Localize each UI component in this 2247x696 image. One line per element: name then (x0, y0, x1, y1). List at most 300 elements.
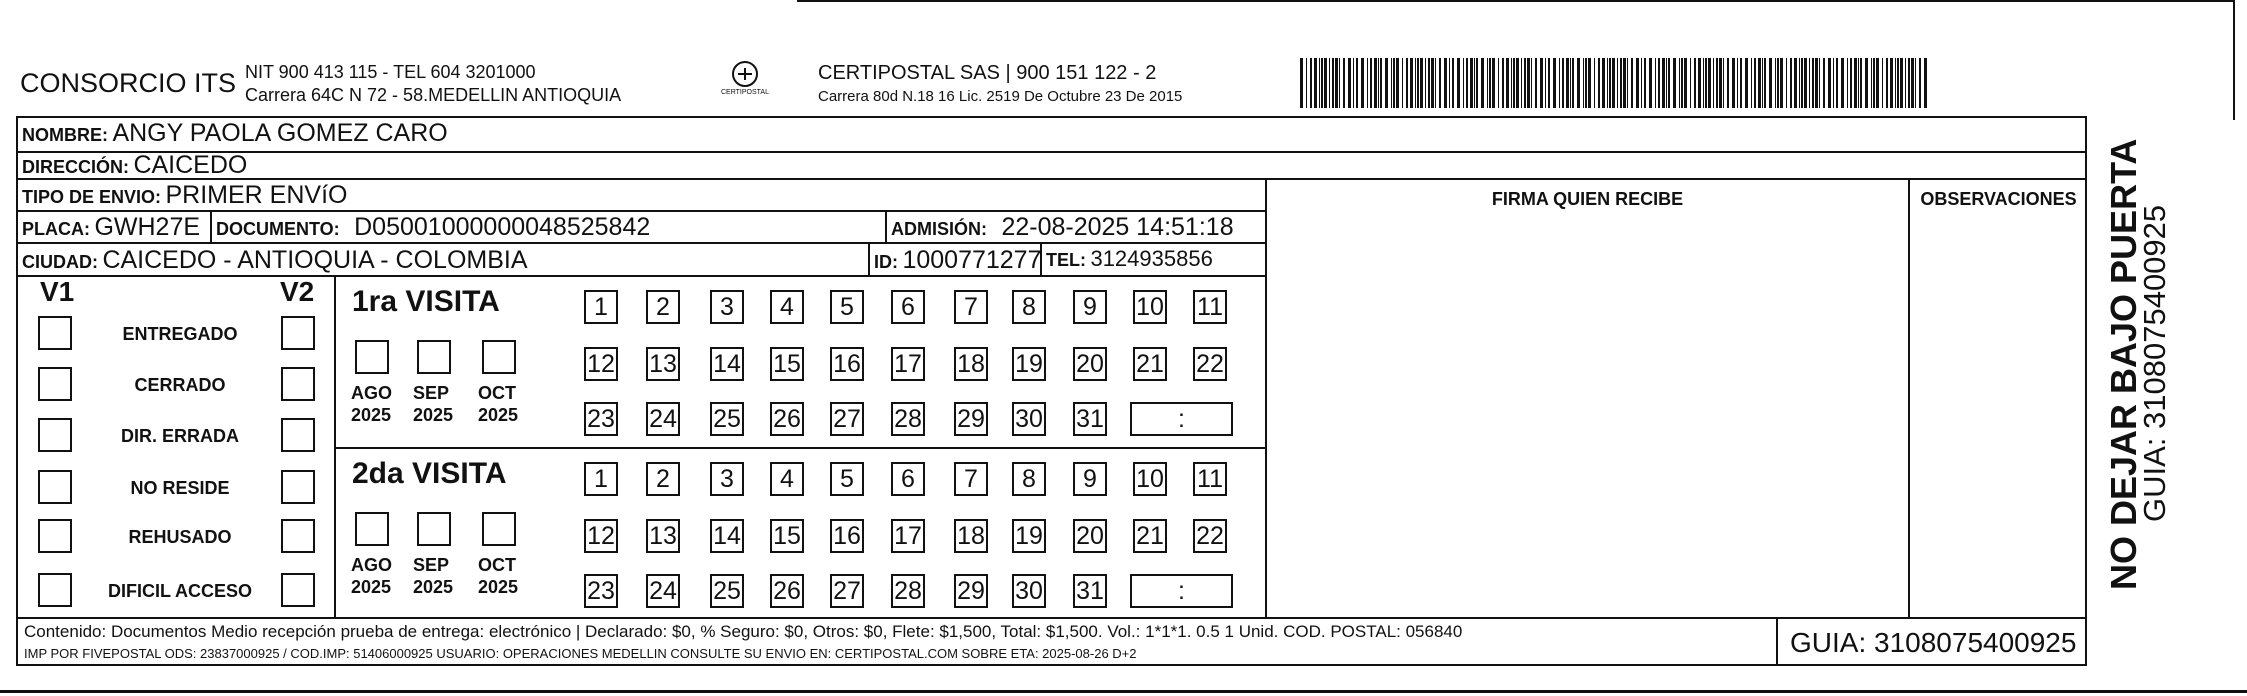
status-option-label: REHUSADO (128, 527, 232, 547)
barcode-bar (1847, 58, 1848, 108)
nombre-value: ANGY PAOLA GOMEZ CARO (112, 119, 448, 147)
barcode-bar (1391, 58, 1392, 108)
day-box[interactable]: 29 (954, 402, 988, 436)
barcode-bar (1690, 58, 1691, 108)
month-year: 2025 (413, 577, 454, 597)
barcode-bar (1609, 58, 1611, 108)
direccion-label: DIRECCIÓN: (22, 157, 129, 177)
col-line (1265, 178, 1267, 619)
day-box[interactable]: 24 (646, 574, 680, 608)
barcode-bar (1815, 58, 1818, 108)
col-line (210, 210, 212, 242)
barcode-bar (1858, 58, 1859, 108)
day-box[interactable]: 16 (830, 347, 864, 381)
barcode-bar (1882, 58, 1883, 108)
col-line (1908, 178, 1910, 619)
day-box[interactable]: 4 (770, 462, 804, 496)
barcode-bar (1804, 58, 1807, 108)
barcode-bar (1607, 58, 1608, 108)
company-name: CONSORCIO ITS (20, 68, 237, 98)
barcode-bar (1502, 58, 1504, 108)
barcode-bar (1723, 58, 1724, 108)
certipostal-logo (712, 58, 778, 104)
barcode-bar (1481, 58, 1484, 108)
month-name: SEP (413, 383, 450, 403)
barcode-bar (1598, 58, 1600, 108)
barcode-bar (1762, 58, 1763, 108)
day-box[interactable]: 23 (584, 574, 618, 608)
day-box[interactable]: 19 (1012, 347, 1046, 381)
month-year: 2025 (478, 405, 519, 425)
no-dejar-warning: NO DEJAR BAJO PUERTA (2103, 138, 2144, 590)
id-field (874, 246, 1042, 275)
barcode-bar (1708, 58, 1711, 108)
month-checkbox[interactable] (482, 340, 516, 374)
barcode-bar (1612, 58, 1615, 108)
day-box[interactable]: 7 (954, 290, 988, 324)
visit-title: 1ra VISITA (352, 285, 500, 318)
barcode-bar (1470, 58, 1473, 108)
day-box[interactable]: 18 (954, 347, 988, 381)
observaciones-header: OBSERVACIONES (1920, 189, 2077, 209)
barcode-bar (1410, 58, 1413, 108)
admision-value: 22-08-2025 14:51:18 (1001, 213, 1234, 241)
barcode-bar (1737, 58, 1738, 108)
barcode-bar (1841, 58, 1844, 108)
day-box[interactable]: 13 (646, 347, 680, 381)
v1-checkbox[interactable] (38, 573, 72, 607)
contenido-line: Contenido: Documentos Medio recepción prueba de entrega: electrónico | Declarado: $0, % Seguro: $0, Otros: $0, Flete: $1,500, Total: $1,500. Vol.: 1*1*1. 0.5 1 Unid. COD. POSTAL: 056840 (24, 622, 1463, 641)
day-box[interactable]: 13 (646, 519, 680, 553)
barcode-bar (1566, 58, 1569, 108)
month-checkbox[interactable] (355, 512, 389, 546)
barcode-bar (1527, 58, 1530, 108)
day-box[interactable]: 27 (830, 402, 864, 436)
ciudad-label: CIUDAD: (22, 252, 98, 272)
day-box[interactable]: 21 (1133, 347, 1167, 381)
barcode-bar (1417, 58, 1419, 108)
month-year: 2025 (413, 405, 454, 425)
month-name: AGO (351, 555, 393, 575)
v1-checkbox[interactable] (38, 418, 72, 452)
barcode-bar (1306, 58, 1307, 108)
day-box[interactable]: 30 (1012, 402, 1046, 436)
barcode-bar (1420, 58, 1423, 108)
v1-checkbox[interactable] (38, 470, 72, 504)
barcode-bar (1915, 58, 1916, 108)
documento-value: D05001000000048525842 (354, 213, 651, 241)
barcode-bar (1668, 58, 1670, 108)
day-box[interactable]: 25 (710, 402, 744, 436)
placa-value: GWH27E (94, 213, 201, 241)
barcode-bar (1511, 58, 1512, 108)
barcode-bar (1570, 58, 1571, 108)
barcode-bar (1850, 58, 1852, 108)
barcode-bar (1335, 58, 1338, 108)
barcode-bar (1719, 58, 1722, 108)
barcode-bar (1905, 58, 1906, 108)
day-box[interactable]: 31 (1073, 574, 1107, 608)
day-box[interactable]: 25 (710, 574, 744, 608)
barcode-bar (1617, 58, 1618, 108)
barcode-bar (1521, 58, 1522, 108)
barcode-bar (1439, 58, 1441, 108)
placa-field (22, 213, 200, 242)
barcode-bar (1370, 58, 1372, 108)
time-box[interactable]: : (1130, 574, 1233, 608)
barcode-bar (1679, 58, 1680, 108)
day-box[interactable]: 9 (1073, 290, 1107, 324)
day-box[interactable]: 24 (646, 402, 680, 436)
day-box[interactable]: 28 (891, 574, 925, 608)
day-box[interactable]: 15 (770, 347, 804, 381)
barcode-bar (1498, 58, 1499, 108)
day-box[interactable]: 7 (954, 462, 988, 496)
tipo-envio-field (22, 181, 347, 210)
day-box[interactable]: 4 (770, 290, 804, 324)
day-box[interactable]: 20 (1073, 519, 1107, 553)
day-box[interactable]: 16 (830, 519, 864, 553)
month-checkbox[interactable] (417, 512, 451, 546)
day-box[interactable]: 19 (1012, 519, 1046, 553)
day-box[interactable]: 11 (1193, 462, 1227, 496)
barcode-bar (1873, 58, 1875, 108)
day-box[interactable]: 1 (584, 290, 618, 324)
barcode-bar (1673, 58, 1676, 108)
barcode-bar (1836, 58, 1838, 108)
barcode-bar (1794, 58, 1797, 108)
col-line (868, 242, 870, 275)
barcode-bar (1775, 58, 1776, 108)
row-line (16, 210, 1267, 212)
barcode-bar (1895, 58, 1896, 108)
barcode-bar (1506, 58, 1509, 108)
barcode-bar (1828, 58, 1831, 108)
v1-checkbox[interactable] (38, 519, 72, 553)
barcode-bar (1545, 58, 1546, 108)
barcode-bar (1644, 58, 1646, 108)
day-box[interactable]: 22 (1193, 519, 1227, 553)
barcode-bar (1572, 58, 1574, 108)
barcode-bar (1562, 58, 1564, 108)
barcode-bar (1636, 58, 1639, 108)
row-line (16, 151, 2087, 153)
barcode-bar (1356, 58, 1358, 108)
day-box[interactable]: 3 (710, 290, 744, 324)
ciudad-field (22, 246, 528, 275)
barcode-bar (1353, 58, 1354, 108)
tel-label: TEL: (1046, 250, 1086, 270)
barcode-bar (1415, 58, 1416, 108)
barcode-bar (1684, 58, 1687, 108)
barcode-bar (1623, 58, 1626, 108)
barcode-bar (1871, 58, 1872, 108)
certipostal-line: CERTIPOSTAL SAS | 900 151 122 - 2 (818, 62, 1157, 84)
day-box[interactable]: 31 (1073, 402, 1107, 436)
barcode-bar (1631, 58, 1633, 108)
barcode-bar (1476, 58, 1478, 108)
barcode-bar (1801, 58, 1803, 108)
barcode-bar (1649, 58, 1652, 108)
tipo-label: TIPO DE ENVIO: (22, 187, 162, 207)
barcode-bar (1406, 58, 1408, 108)
month-checkbox[interactable] (417, 340, 451, 374)
status-option-label: CERRADO (134, 375, 226, 395)
barcode-bar (1396, 58, 1399, 108)
direccion-value: CAICEDO (133, 151, 248, 179)
barcode-bar (1540, 58, 1543, 108)
status-option-label: NO RESIDE (130, 478, 230, 498)
day-box[interactable]: 27 (830, 574, 864, 608)
barcode-bar (1489, 58, 1491, 108)
day-box[interactable]: 22 (1193, 347, 1227, 381)
barcode-bar (1385, 58, 1388, 108)
v2-checkbox[interactable] (281, 316, 315, 350)
barcode-bar (1428, 58, 1430, 108)
barcode-bar (1553, 58, 1556, 108)
barcode-bar (1745, 58, 1748, 108)
day-box[interactable]: 8 (1012, 290, 1046, 324)
day-box[interactable]: 9 (1073, 462, 1107, 496)
day-box[interactable]: 14 (710, 519, 744, 553)
barcode-bar (1559, 58, 1560, 108)
barcode-bar (1790, 58, 1792, 108)
day-box[interactable]: 6 (891, 290, 925, 324)
barcode-bar (1655, 58, 1656, 108)
barcode-bar (1627, 58, 1628, 108)
logo-text: CERTIPOSTAL (721, 89, 769, 96)
day-box[interactable]: 21 (1133, 519, 1167, 553)
placa-label: PLACA: (22, 219, 90, 239)
barcode-bar (1666, 58, 1667, 108)
barcode-bar (1402, 58, 1403, 108)
barcode-bar (1535, 58, 1537, 108)
day-box[interactable]: 1 (584, 462, 618, 496)
admision-label: ADMISIÓN: (891, 219, 987, 239)
documento-field (216, 213, 650, 242)
barcode-bar (1780, 58, 1783, 108)
day-box[interactable]: 3 (710, 462, 744, 496)
barcode-bar (1727, 58, 1729, 108)
row-line (16, 275, 1267, 277)
tipo-value: PRIMER ENVíO (165, 181, 348, 209)
barcode-bar (1641, 58, 1642, 108)
id-label: ID: (874, 252, 898, 272)
barcode-bar (1425, 58, 1426, 108)
barcode-bar (1698, 58, 1701, 108)
v1-checkbox[interactable] (38, 316, 72, 350)
barcode-bar (1300, 58, 1303, 108)
day-box[interactable]: 2 (646, 462, 680, 496)
top-rule (797, 0, 2235, 2)
v1-checkbox[interactable] (38, 367, 72, 401)
barcode-bar (1897, 58, 1899, 108)
barcode-bar (1449, 58, 1450, 108)
barcode-bar (1658, 58, 1660, 108)
direccion-field (22, 151, 247, 180)
barcode-bar (1588, 58, 1591, 108)
barcode-bar (1860, 58, 1862, 108)
barcode-bar (1732, 58, 1735, 108)
col-line (1776, 617, 1778, 666)
barcode-bar (1374, 58, 1377, 108)
barcode-bar (1474, 58, 1475, 108)
right-rule (2233, 0, 2235, 120)
status-option-label: ENTREGADO (122, 324, 238, 344)
id-value: 1000771277 (902, 246, 1042, 274)
address-line: Carrera 64C N 72 - 58.MEDELLIN ANTIOQUIA (245, 85, 622, 105)
barcode-bar (1908, 58, 1910, 108)
col-line (885, 210, 887, 242)
day-box[interactable]: 15 (770, 519, 804, 553)
barcode-bar (1585, 58, 1587, 108)
day-box[interactable]: 8 (1012, 462, 1046, 496)
barcode-bar (1703, 58, 1704, 108)
day-box[interactable]: 11 (1193, 290, 1227, 324)
barcode-bar (1900, 58, 1903, 108)
barcode-bar (1524, 58, 1526, 108)
day-box[interactable]: 5 (830, 462, 864, 496)
month-checkbox[interactable] (482, 512, 516, 546)
day-box[interactable]: 17 (891, 347, 925, 381)
barcode-bar (1681, 58, 1683, 108)
v2-checkbox[interactable] (281, 367, 315, 401)
barcode-bar (1876, 58, 1879, 108)
barcode-bar (1812, 58, 1814, 108)
barcode-bar (1310, 58, 1312, 108)
day-box[interactable]: 14 (710, 347, 744, 381)
barcode-bar (1380, 58, 1382, 108)
barcode-bar (1594, 58, 1595, 108)
day-box[interactable]: 26 (770, 402, 804, 436)
nombre-label: NOMBRE: (22, 125, 108, 145)
month-year: 2025 (478, 577, 519, 597)
v2-checkbox[interactable] (281, 519, 315, 553)
day-box[interactable]: 10 (1133, 290, 1167, 324)
barcode-bar (1487, 58, 1488, 108)
barcode-bar (1764, 58, 1766, 108)
month-name: AGO (351, 383, 393, 403)
barcode-bar (1321, 58, 1323, 108)
barcode-bar (1865, 58, 1868, 108)
barcode-bar (1662, 58, 1665, 108)
day-box[interactable]: 17 (891, 519, 925, 553)
col-line (334, 275, 336, 619)
barcode-bar (1583, 58, 1584, 108)
row-line (16, 242, 1267, 244)
barcode-bar (1452, 58, 1454, 108)
v2-label: V2 (280, 276, 315, 307)
barcode-bar (1348, 58, 1351, 108)
v2-checkbox[interactable] (281, 418, 315, 452)
license-line: Carrera 80d N.18 16 Lic. 2519 De Octubre 23 De 2015 (818, 88, 1183, 105)
barcode-bar (1361, 58, 1364, 108)
barcode-bar (1754, 58, 1756, 108)
barcode-bar (1431, 58, 1434, 108)
day-box[interactable]: 23 (584, 402, 618, 436)
barcode-bar (1924, 58, 1927, 108)
guia-vertical: GUIA: 3108075400925 (2137, 204, 2172, 522)
barcode-bar (1713, 58, 1714, 108)
documento-label: DOCUMENTO: (216, 219, 340, 239)
nombre-field (22, 119, 448, 148)
barcode-bar (1890, 58, 1893, 108)
guia-footer: GUIA: 3108075400925 (1790, 627, 2077, 658)
barcode-bar (1809, 58, 1810, 108)
barcode-bar (1911, 58, 1914, 108)
bottom-rule (0, 690, 2247, 693)
day-box[interactable]: 20 (1073, 347, 1107, 381)
v2-checkbox[interactable] (281, 573, 315, 607)
day-box[interactable]: 18 (954, 519, 988, 553)
day-box[interactable]: 28 (891, 402, 925, 436)
month-name: OCT (478, 555, 516, 575)
barcode-bar (1332, 58, 1334, 108)
day-box[interactable]: 26 (770, 574, 804, 608)
barcode-bar (1740, 58, 1742, 108)
v2-checkbox[interactable] (281, 470, 315, 504)
barcode-bar (1823, 58, 1825, 108)
day-box[interactable]: 12 (584, 347, 618, 381)
barcode-bar (1435, 58, 1436, 108)
barcode-bar (1769, 58, 1772, 108)
day-box[interactable]: 6 (891, 462, 925, 496)
month-name: OCT (478, 383, 516, 403)
barcode-bar (1393, 58, 1395, 108)
barcode-bar (1854, 58, 1857, 108)
barcode-bar (1819, 58, 1820, 108)
day-box[interactable]: 10 (1133, 462, 1167, 496)
barcode-bar (1329, 58, 1330, 108)
barcode-bar (1833, 58, 1834, 108)
barcode-bar (1378, 58, 1379, 108)
barcode-bar (1886, 58, 1888, 108)
status-option-label: DIR. ERRADA (120, 426, 239, 446)
barcode-bar (1314, 58, 1317, 108)
firma-header: FIRMA QUIEN RECIBE (1491, 189, 1684, 209)
time-box[interactable]: : (1130, 402, 1233, 436)
barcode-bar (1577, 58, 1580, 108)
tel-value: 3124935856 (1090, 246, 1213, 271)
barcode-bar (1367, 58, 1368, 108)
barcode (1298, 58, 1930, 108)
day-box[interactable]: 12 (584, 519, 618, 553)
barcode-bar (1324, 58, 1327, 108)
barcode-bar (1799, 58, 1800, 108)
barcode-bar (1758, 58, 1761, 108)
barcode-bar (1444, 58, 1447, 108)
barcode-bar (1513, 58, 1515, 108)
tel-field (1046, 246, 1213, 272)
barcode-bar (1919, 58, 1921, 108)
barcode-bar (1457, 58, 1460, 108)
visit-title: 2da VISITA (352, 457, 507, 490)
day-box[interactable]: 30 (1012, 574, 1046, 608)
month-year: 2025 (351, 405, 392, 425)
day-box[interactable]: 5 (830, 290, 864, 324)
month-checkbox[interactable] (355, 340, 389, 374)
barcode-bar (1602, 58, 1605, 108)
day-box[interactable]: 2 (646, 290, 680, 324)
barcode-bar (1531, 58, 1532, 108)
barcode-bar (1620, 58, 1622, 108)
status-option-label: DIFICIL ACCESO (107, 581, 252, 601)
barcode-bar (1777, 58, 1779, 108)
row-line (16, 178, 2087, 180)
admision-field (891, 213, 1234, 242)
v1-label: V1 (40, 276, 75, 307)
day-box[interactable]: 29 (954, 574, 988, 608)
